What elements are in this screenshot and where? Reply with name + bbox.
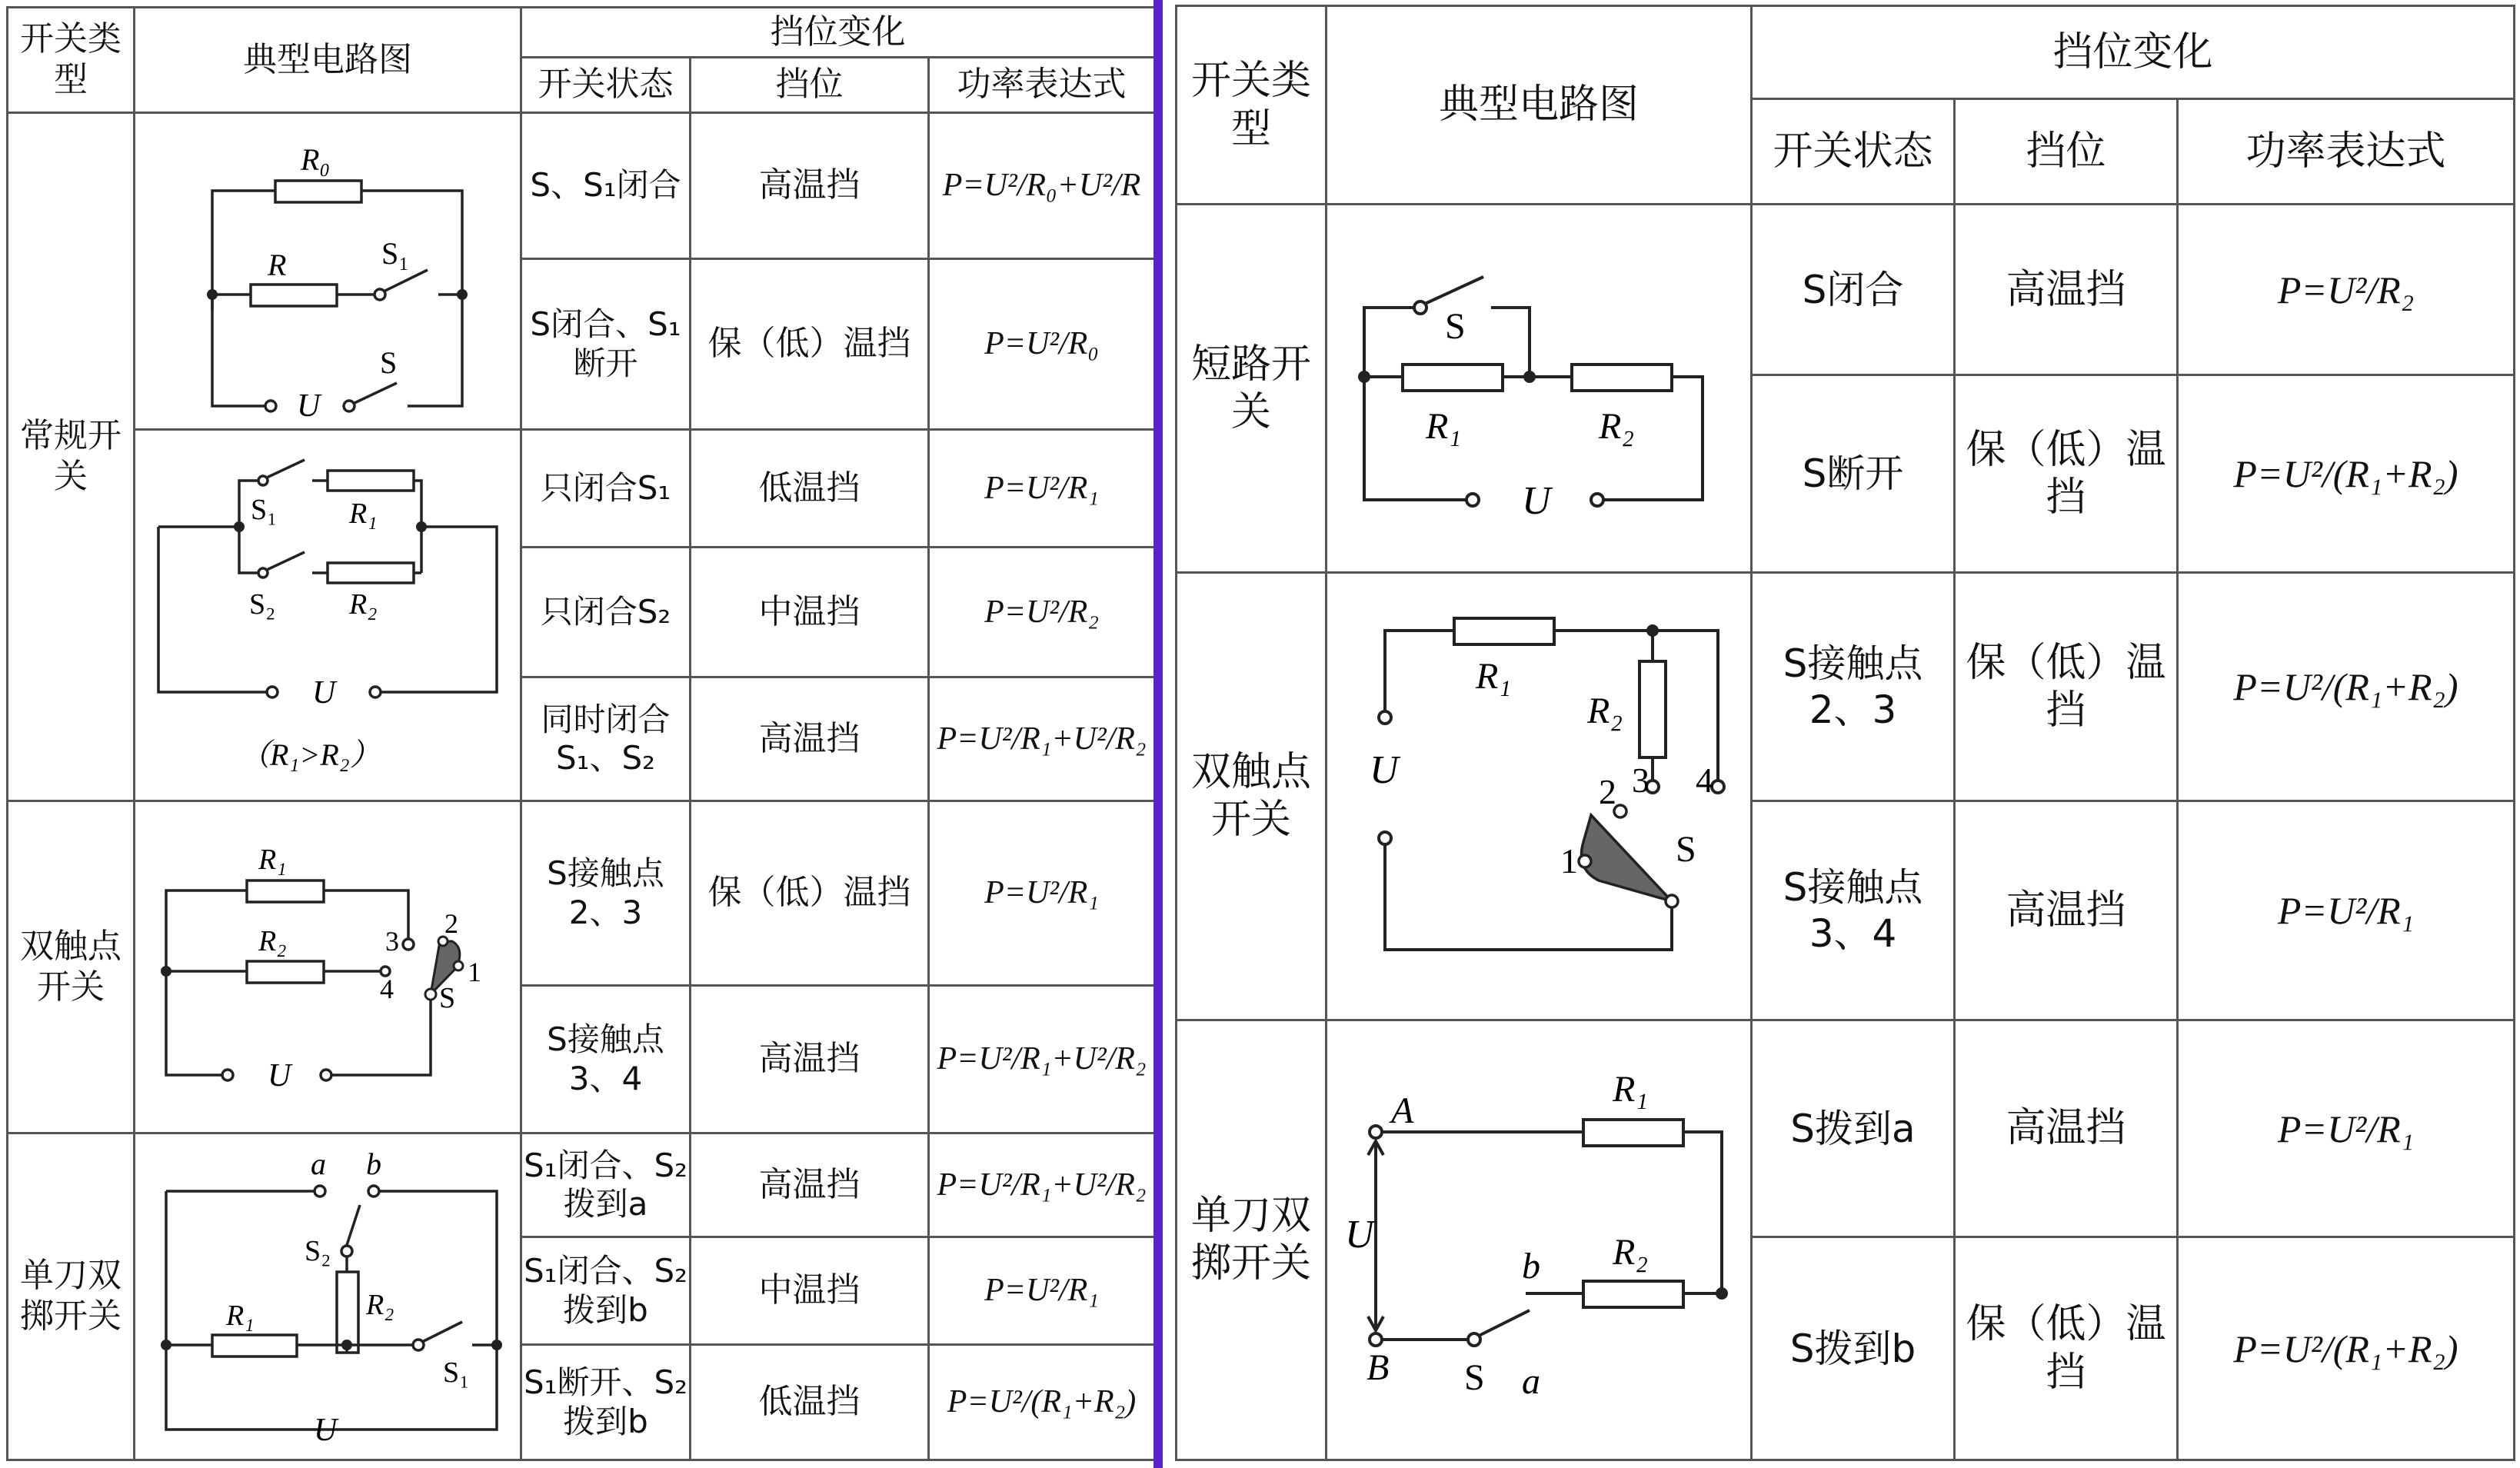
label-a: a [311, 1146, 326, 1181]
formula-cell: P=U²/R₁+U²/R₂ [929, 986, 1155, 1133]
state-cell: 只闭合S₂ [521, 547, 691, 677]
header-diagram: 典型电路图 [1327, 6, 1752, 205]
formula-cell: P=U²/R₁+U²/R₂ [929, 1133, 1155, 1237]
state-cell: 同时闭合S₁、S₂ [521, 677, 691, 801]
label-R1: R₁ [349, 498, 378, 530]
header-gear: 挡位 [691, 58, 929, 113]
gear-cell: 保（低）温挡 [1955, 1237, 2178, 1460]
gear-cell: 高温挡 [691, 677, 929, 801]
gear-cell: 高温挡 [691, 1133, 929, 1237]
state-cell: S闭合 [1752, 205, 1955, 375]
formula-cell: P=U²/R₁+U²/R₂ [929, 677, 1155, 801]
formula-cell: P=U²/R₁ [929, 430, 1155, 548]
group-conventional: 常规开关 [8, 113, 135, 801]
state-cell: S₁闭合、S₂拨到b [521, 1237, 691, 1345]
label-a: a [1521, 1361, 1540, 1403]
label-U: U [1521, 478, 1551, 523]
state-cell: S、S₁闭合 [521, 113, 691, 259]
gear-cell: 保（低）温挡 [691, 259, 929, 430]
circuit-conventional-2 [135, 430, 521, 801]
group-spdt: 单刀双掷开关 [8, 1133, 135, 1460]
header-switch-type: 开关类型 [1177, 6, 1327, 205]
label-contact-1: 1 [1560, 841, 1578, 881]
formula-cell: P=U²/R₂ [929, 547, 1155, 677]
state-cell: S₁断开、S₂拨到b [521, 1345, 691, 1460]
label-S: S [1444, 305, 1466, 347]
label-R2: R₂ [1598, 405, 1634, 447]
formula-cell: P=U²/R₀ [929, 259, 1155, 430]
state-cell: S断开 [1752, 375, 1955, 572]
formula-cell: P=U²/R₁ [2178, 1020, 2515, 1237]
gear-cell: 保（低）温挡 [1955, 572, 2178, 801]
label-R1: R₁ [1425, 405, 1461, 447]
label-contact-1: 1 [468, 956, 481, 987]
header-gear-change: 挡位变化 [1752, 6, 2515, 99]
gear-cell: 保（低）温挡 [691, 801, 929, 986]
label-R2: R₂ [349, 588, 378, 621]
label-S1: S₁ [251, 494, 278, 526]
gear-cell: 高温挡 [1955, 205, 2178, 375]
header-switch-state: 开关状态 [1752, 99, 1955, 205]
state-cell: S接触点3、4 [521, 986, 691, 1133]
label-R2: R₂ [1612, 1232, 1648, 1273]
formula-cell: P=U²/(R₁+R₂) [2178, 1237, 2515, 1460]
label-B: B [1366, 1347, 1389, 1389]
divider-bar [1153, 0, 1163, 1468]
label-S: S [380, 345, 398, 380]
gear-cell: 低温挡 [691, 1345, 929, 1460]
header-power-expr: 功率表达式 [929, 58, 1155, 113]
label-U: U [297, 388, 321, 424]
gear-cell: 中温挡 [691, 547, 929, 677]
label-S1: S₁ [443, 1356, 470, 1389]
group-spdt: 单刀双掷开关 [1177, 1020, 1327, 1460]
label-R: R [268, 247, 287, 282]
label-U: U [268, 1057, 291, 1094]
state-cell: S接触点2、3 [521, 801, 691, 986]
label-S: S [439, 981, 456, 1014]
state-cell: S接触点3、4 [1752, 801, 1955, 1020]
label-S: S [1463, 1357, 1485, 1399]
label-b: b [1521, 1246, 1540, 1287]
label-contact-4: 4 [1695, 761, 1713, 801]
formula-cell: P=U²/R₁ [929, 801, 1155, 986]
group-short-circuit: 短路开关 [1177, 205, 1327, 572]
gear-cell: 高温挡 [691, 113, 929, 259]
circuit-spdt [135, 1133, 521, 1460]
formula-cell: P=U²/(R₁+R₂) [929, 1345, 1155, 1460]
label-A: A [1390, 1090, 1413, 1132]
label-R2: R₂ [366, 1288, 394, 1321]
label-R1: R₁ [226, 1299, 255, 1332]
label-R1: R₁ [1612, 1069, 1648, 1110]
label-contact-4: 4 [380, 973, 394, 1004]
formula-cell: P=U²/(R₁+R₂) [2178, 375, 2515, 572]
group-double-contact: 双触点开关 [8, 801, 135, 1133]
state-cell: S₁闭合、S₂拨到a [521, 1133, 691, 1237]
gear-cell: 保（低）温挡 [1955, 375, 2178, 572]
header-switch-type: 开关类型 [8, 8, 135, 113]
state-cell: S闭合、S₁断开 [521, 259, 691, 430]
formula-cell: P=U²/R₁ [2178, 801, 2515, 1020]
gear-cell: 高温挡 [691, 986, 929, 1133]
header-gear: 挡位 [1955, 99, 2178, 205]
group-double-contact: 双触点开关 [1177, 572, 1327, 1020]
label-S2: S₂ [305, 1234, 331, 1267]
circuit-short [1327, 205, 1752, 572]
gear-cell: 高温挡 [1955, 1020, 2178, 1237]
circuit-double-contact [135, 801, 521, 1133]
formula-cell: P=U²/(R₁+R₂) [2178, 572, 2515, 801]
circuit-conventional-1 [135, 113, 521, 430]
label-contact-3: 3 [1631, 761, 1649, 801]
label-U: U [314, 1412, 338, 1448]
label-R1: R₁ [1475, 656, 1511, 697]
header-gear-change: 挡位变化 [521, 8, 1155, 58]
label-R1: R₁ [258, 843, 287, 876]
right-table [1175, 5, 2515, 1461]
formula-cell: P=U²/R₀+U²/R [929, 113, 1155, 259]
formula-cell: P=U²/R₂ [2178, 205, 2515, 375]
circuit-spdt [1327, 1020, 1752, 1460]
gear-cell: 低温挡 [691, 430, 929, 548]
label-contact-2: 2 [1598, 772, 1616, 812]
label-S1: S₁ [381, 235, 410, 271]
label-contact-3: 3 [385, 925, 399, 957]
gear-cell: 高温挡 [1955, 801, 2178, 1020]
formula-cell: P=U²/R₁ [929, 1237, 1155, 1345]
header-diagram: 典型电路图 [135, 8, 521, 113]
label-R2: R₂ [258, 924, 287, 957]
header-power-expr: 功率表达式 [2178, 99, 2515, 205]
label-S: S [1675, 829, 1696, 870]
state-cell: 只闭合S₁ [521, 430, 691, 548]
label-R2: R₂ [1586, 691, 1623, 732]
label-condition: （R₁>R₂） [239, 737, 381, 772]
state-cell: S接触点2、3 [1752, 572, 1955, 801]
header-switch-state: 开关状态 [521, 58, 691, 113]
label-b: b [366, 1146, 381, 1181]
label-R0: R₀ [301, 141, 331, 177]
gear-cell: 中温挡 [691, 1237, 929, 1345]
state-cell: S拨到b [1752, 1237, 1955, 1460]
left-table [6, 6, 1156, 1461]
label-U: U [1369, 748, 1399, 793]
label-U: U [312, 675, 336, 711]
label-S2: S₂ [249, 588, 276, 621]
label-U: U [1344, 1213, 1374, 1257]
circuit-double-contact [1327, 572, 1752, 1020]
label-contact-2: 2 [444, 907, 458, 939]
state-cell: S拨到a [1752, 1020, 1955, 1237]
